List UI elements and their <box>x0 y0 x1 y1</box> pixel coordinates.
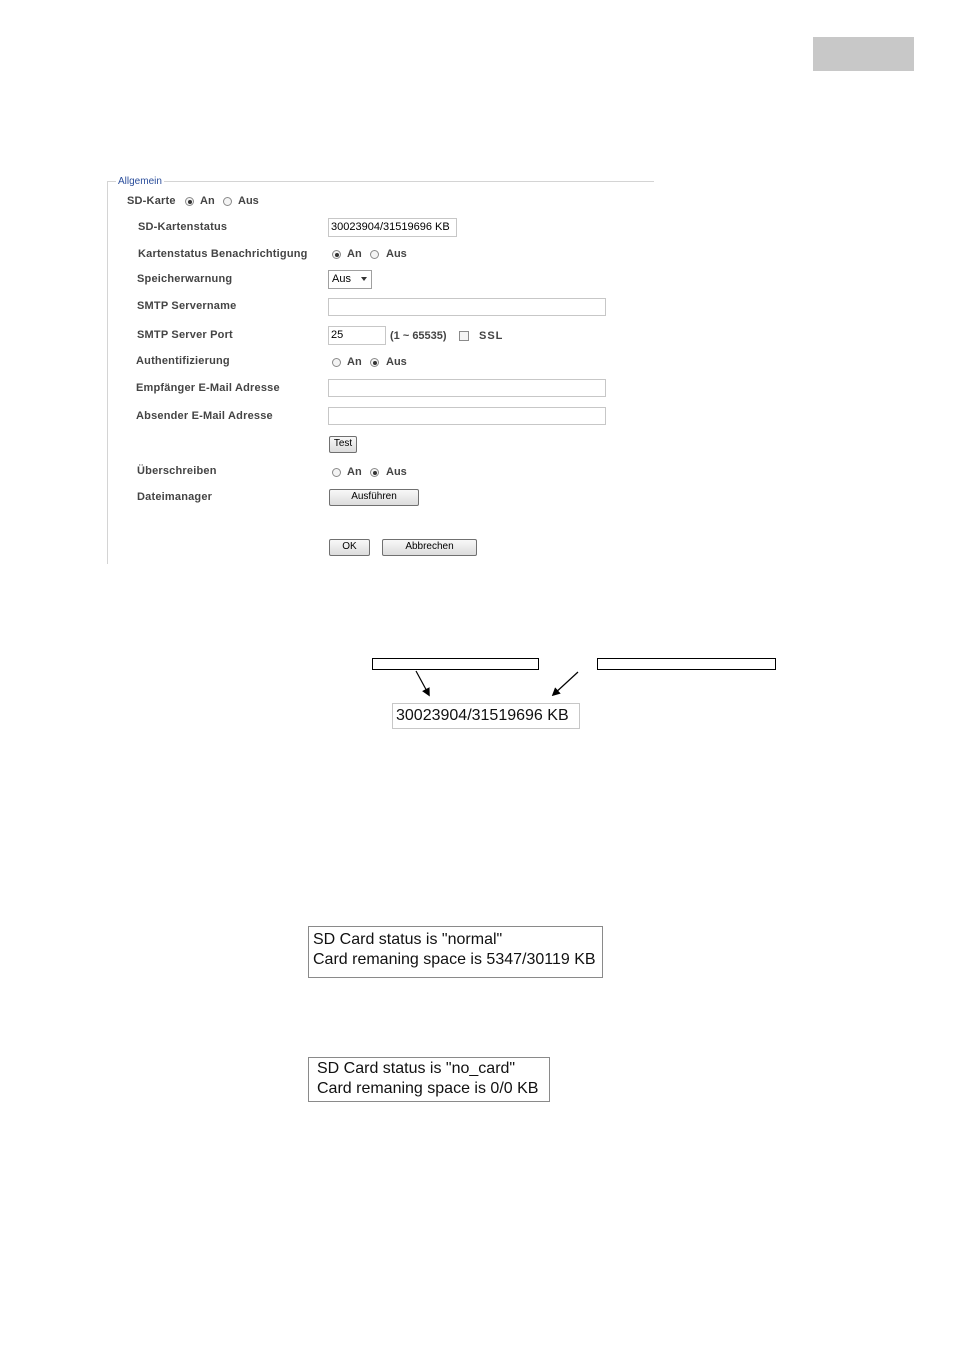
arrow-right <box>553 672 578 695</box>
card-status-field: 30023904/31519696 KB <box>328 218 457 237</box>
fieldset-legend: Allgemein <box>118 176 162 187</box>
sd-card-off-radio[interactable] <box>223 197 232 206</box>
sd-card-label: SD-Karte <box>127 195 176 207</box>
notify-label: Kartenstatus Benachrichtigung <box>138 248 308 260</box>
callout-box-right <box>597 658 776 670</box>
auth-off-label: Aus <box>386 356 407 368</box>
sd-card-on-radio[interactable] <box>185 197 194 206</box>
notify-on-label: An <box>347 248 362 260</box>
status-box-nocard <box>308 1057 550 1102</box>
ssl-label: SSL <box>479 330 504 342</box>
status-normal-line1: SD Card status is "normal" <box>313 931 503 948</box>
overwrite-label: Überschreiben <box>137 465 217 477</box>
sd-card-off-label: Aus <box>238 195 259 207</box>
arrow-left <box>416 671 429 695</box>
smtp-server-label: SMTP Servername <box>137 300 237 312</box>
storage-warning-label: Speicherwarnung <box>137 273 233 285</box>
settings-fieldset <box>107 181 654 564</box>
status-nocard-line1: SD Card status is "no_card" <box>317 1060 516 1077</box>
status-normal-line2: Card remaning space is 5347/30119 KB <box>313 951 596 968</box>
sender-input[interactable] <box>328 407 606 425</box>
auth-off-radio[interactable] <box>370 358 379 367</box>
recipient-input[interactable] <box>328 379 606 397</box>
overwrite-on-label: An <box>347 466 362 478</box>
auth-on-radio[interactable] <box>332 358 341 367</box>
notify-off-label: Aus <box>386 248 407 260</box>
chevron-down-icon <box>361 277 367 281</box>
smtp-port-range: (1 ~ 65535) <box>390 330 447 342</box>
overwrite-off-radio[interactable] <box>370 468 379 477</box>
cancel-button[interactable]: Abbrechen <box>382 539 477 556</box>
status-box-normal <box>308 926 603 978</box>
recipient-label: Empfänger E-Mail Adresse <box>136 382 280 394</box>
auth-label: Authentifizierung <box>136 355 230 367</box>
sender-label: Absender E-Mail Adresse <box>136 410 273 422</box>
overwrite-off-label: Aus <box>386 466 407 478</box>
smtp-port-input[interactable]: 25 <box>328 326 386 345</box>
ok-button[interactable]: OK <box>329 539 370 556</box>
smtp-port-label: SMTP Server Port <box>137 329 233 341</box>
status-nocard-line2: Card remaning space is 0/0 KB <box>317 1080 539 1097</box>
test-button[interactable]: Test <box>329 436 357 453</box>
storage-warning-value: Aus <box>332 273 351 285</box>
storage-warning-select[interactable] <box>328 270 372 289</box>
run-filemanager-button[interactable]: Ausführen <box>329 489 419 506</box>
notify-on-radio[interactable] <box>332 250 341 259</box>
auth-on-label: An <box>347 356 362 368</box>
filemanager-label: Dateimanager <box>137 491 213 503</box>
callout-arrows <box>400 665 590 705</box>
page-tab-marker <box>813 37 914 71</box>
notify-off-radio[interactable] <box>370 250 379 259</box>
overwrite-on-radio[interactable] <box>332 468 341 477</box>
card-status-label: SD-Kartenstatus <box>138 221 228 233</box>
sd-card-on-label: An <box>200 195 215 207</box>
smtp-server-input[interactable] <box>328 298 606 316</box>
ssl-checkbox[interactable] <box>459 331 469 341</box>
card-status-zoom: 30023904/31519696 KB <box>392 703 580 729</box>
